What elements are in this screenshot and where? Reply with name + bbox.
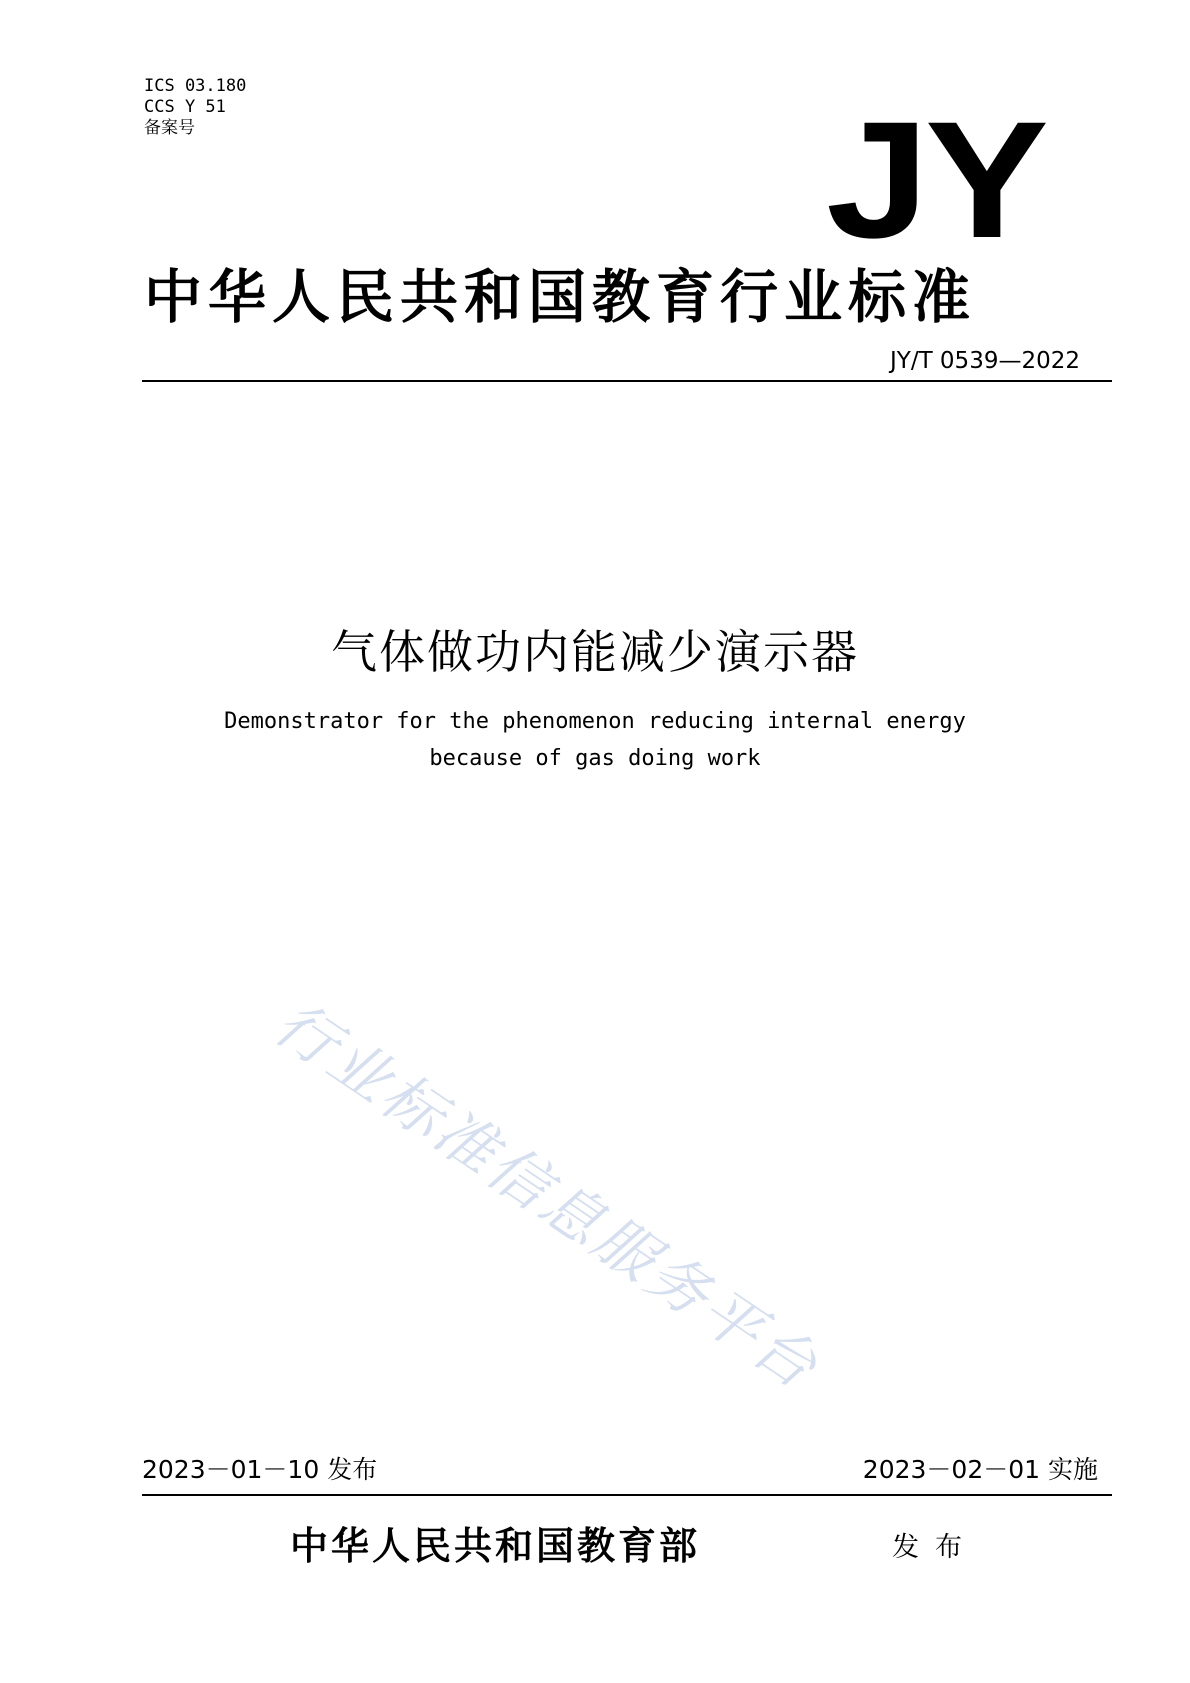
document-title-en-line2: because of gas doing work (429, 746, 761, 771)
document-title-en-line1: Demonstrator for the phenomenon reducing internal energy (224, 709, 966, 734)
watermark: 行业标准信息服务平台 (261, 988, 832, 1405)
classification-block (144, 76, 246, 139)
issue-date: 2023－01－10 发布 (142, 1455, 378, 1484)
standard-category-title: 中华人民共和国教育行业标准 (144, 263, 977, 331)
issuer-action: 发布 (892, 1532, 978, 1563)
issuing-authority: 中华人民共和国教育部 (290, 1523, 701, 1568)
document-title-cn: 气体做功内能减少演示器 (331, 625, 859, 679)
top-divider (142, 380, 1112, 382)
ics-code: ICS 03.180 (144, 76, 247, 96)
ccs-code: CCS Y 51 (144, 97, 226, 117)
bottom-divider (142, 1494, 1112, 1496)
record-number-label: 备案号 (144, 118, 195, 138)
document-title-en (0, 703, 1190, 777)
standard-code: JY/T 0539—2022 (889, 348, 1080, 374)
jy-logo: JY (826, 88, 1045, 273)
implementation-date: 2023－02－01 实施 (862, 1455, 1098, 1484)
